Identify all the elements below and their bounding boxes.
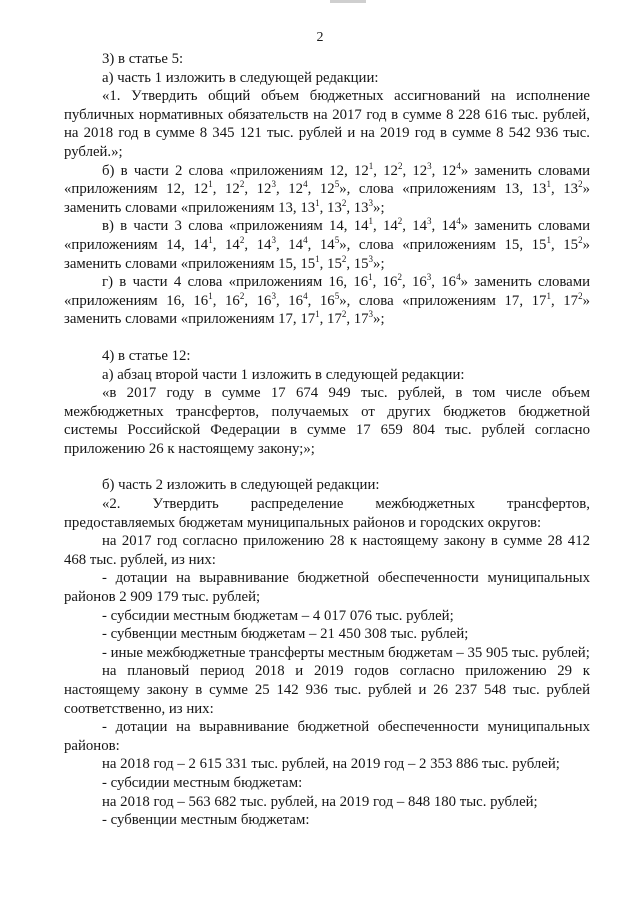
transfers-2017-subventions: - субвенции местным бюджетам – 21 450 308 тыс. рублей; bbox=[102, 626, 469, 643]
transfers-2017-other: - иные межбюджетные трансферты местным бюджетам – 35 905 тыс. рублей; bbox=[102, 644, 590, 661]
article-12-item-a-text: «в 2017 году в сумме 17 674 949 тыс. рублей, в том числе объем межбюджетных трансфертов, получаемых от других бюджетов бюджетной системы Российской Федерации в сумме 17 659 804 тыс. рублей согласно приложению 26 к настоящему закону;»; bbox=[64, 385, 590, 457]
plan-subsidies-values: на 2018 год – 563 682 тыс. рублей, на 2019 год – 848 180 тыс. рублей; bbox=[102, 793, 538, 810]
article-5-item-c: в) в части 3 слова «приложениям 14, $14^1$, $14^2$, $14^3$, $14^4$» заменить словами «приложениям 14, $14^1$, $14^2$, $14^3$, $14^4$, $14^5$», слова «приложениям 15, $15^1$, $15^2$» заменить словами «приложениям 15, $15^1$, $15^2$, $15^3$»; bbox=[64, 216, 590, 272]
transfers-2017-subsidies: - субсидии местным бюджетам – 4 017 076 тыс. рублей; bbox=[102, 607, 454, 624]
article-5-heading: 3) в статье 5: bbox=[102, 51, 184, 67]
article-12-item-a: а) абзац второй части 1 изложить в следующей редакции: bbox=[102, 366, 465, 383]
transfers-2017-dotations: - дотации на выравнивание бюджетной обеспеченности муниципальных районов 2 909 179 тыс. рублей; bbox=[64, 570, 590, 606]
transfers-plan-period: на плановый период 2018 и 2019 годов согласно приложению 29 к настоящему закону в сумме 25 142 936 тыс. рублей и 26 237 548 тыс. рублей соответственно, из них: bbox=[64, 663, 590, 717]
article-5-item-a: а) часть 1 изложить в следующей редакции: bbox=[102, 69, 379, 86]
transfers-2017: на 2017 год согласно приложению 28 к настоящему закону в сумме 28 412 468 тыс. рублей, из них: bbox=[64, 533, 590, 568]
plan-dotations-values: на 2018 год – 2 615 331 тыс. рублей, на 2019 год – 2 353 886 тыс. рублей; bbox=[102, 756, 560, 773]
article-12-heading: 4) в статье 12: bbox=[102, 347, 191, 364]
plan-subventions: - субвенции местным бюджетам: bbox=[102, 812, 310, 829]
article-12-item-b: б) часть 2 изложить в следующей редакции: bbox=[102, 477, 380, 494]
plan-subsidies: - субсидии местным бюджетам: bbox=[102, 774, 303, 791]
article-5-item-a-text: «1. Утвердить общий объем бюджетных ассигнований на исполнение публичных нормативных обязательств на 2017 год в сумме 8 228 616 тыс. рублей, на 2018 год в сумме 8 345 121 тыс. рублей и на 2019 год в сумме 8 542 936 тыс. рублей.»; bbox=[64, 88, 590, 160]
article-5-item-d: г) в части 4 слова «приложениям 16, $16^1$, $16^2$, $16^3$, $16^4$» заменить словами «приложениям 16, $16^1$, $16^2$, $16^3$, $16^4$, $16^5$», слова «приложениям 17, $17^1$, $17^2$» заменить словами «приложениям 17, $17^1$, $17^2$, $17^3$»; bbox=[64, 272, 590, 328]
article-5-item-b: б) в части 2 слова «приложениям 12, $12^1$, $12^2$, $12^3$, $12^4$» заменить словами «приложениям 12, $12^1$, $12^2$, $12^3$, $12^4$, $12^5$», слова «приложениям 13, $13^1$, $13^2$» заменить словами «приложениям 13, $13^1$, $13^2$, $13^3$»; bbox=[64, 160, 590, 216]
document-body bbox=[64, 50, 590, 830]
page-number: 2 bbox=[316, 30, 324, 45]
scan-artifact bbox=[330, 0, 366, 3]
article-12-item-b-text: «2. Утвердить распределение межбюджетных трансфертов, предоставляемых бюджетам муниципальных районов и городских округов: bbox=[64, 496, 590, 531]
plan-dotations: - дотации на выравнивание бюджетной обеспеченности муниципальных районов: bbox=[64, 719, 590, 754]
